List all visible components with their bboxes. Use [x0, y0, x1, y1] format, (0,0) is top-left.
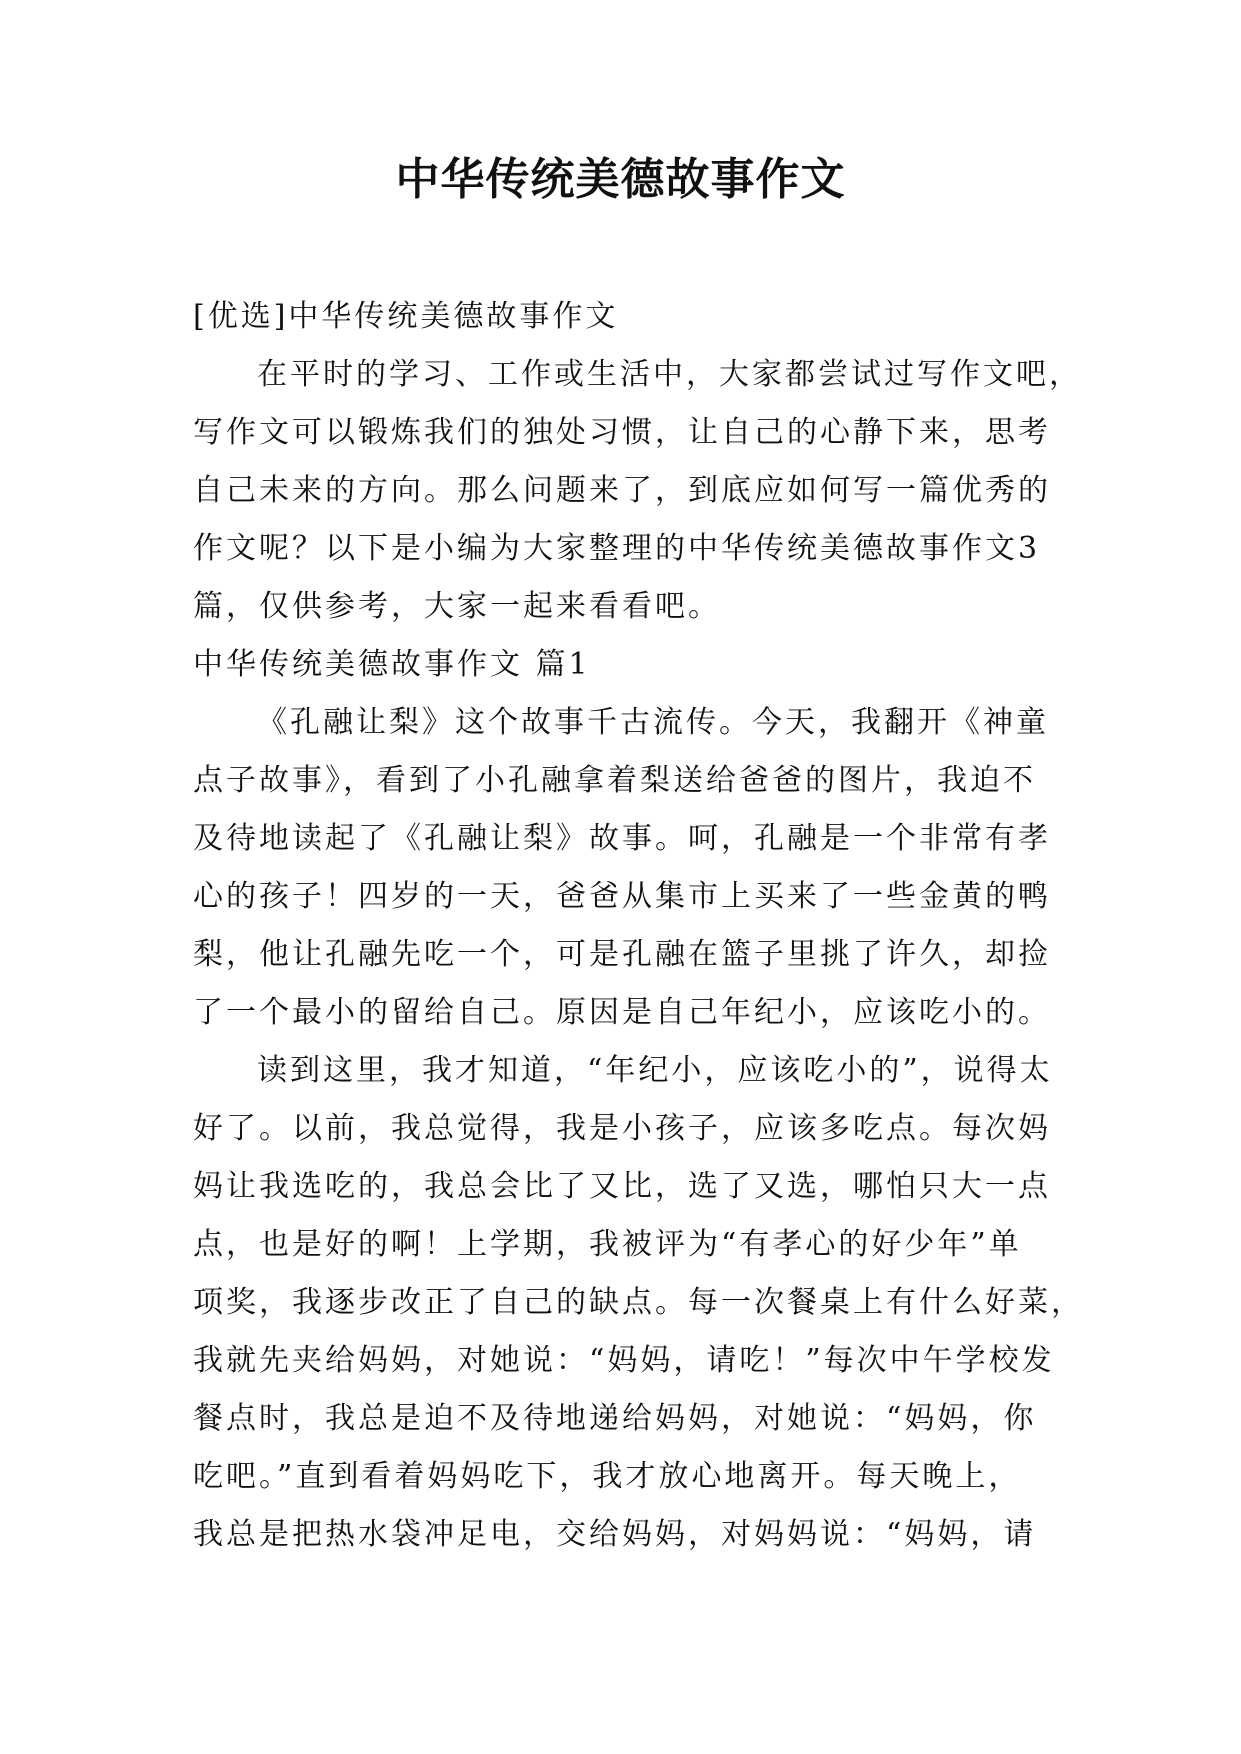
text-line: 我就先夹给妈妈，对她说：“妈妈，请吃！”每次中午学校发 — [193, 1343, 1055, 1378]
document-body — [193, 288, 1084, 1564]
text-line: 中华传统美德故事作文 篇1 — [193, 647, 591, 682]
text-line: 餐点时，我总是迫不及待地递给妈妈，对她说：“妈妈，你 — [193, 1401, 1037, 1436]
text-line: 好了。以前，我总觉得，我是小孩子，应该多吃点。每次妈 — [193, 1111, 1051, 1146]
text-line: 《孔融让梨》这个故事千古流传。今天，我翻开《神童 — [257, 705, 1049, 740]
text-line: 点，也是好的啊！上学期，我被评为“有孝心的好少年”单 — [193, 1227, 1022, 1262]
text-line: 吃吧。”直到看着妈妈吃下，我才放心地离开。每天晚上， — [193, 1459, 1022, 1494]
document-title: 中华传统美德故事作文 — [395, 154, 846, 205]
text-line: 了一个最小的留给自己。原因是自己年纪小，应该吃小的。 — [193, 995, 1051, 1030]
text-line: 作文呢？以下是小编为大家整理的中华传统美德故事作文3 — [193, 531, 1041, 566]
text-line: 项奖，我逐步改正了自己的缺点。每一次餐桌上有什么好菜， — [193, 1285, 1084, 1320]
text-line: 写作文可以锻炼我们的独处习惯，让自己的心静下来，思考 — [193, 415, 1051, 450]
text-line: [优选]中华传统美德故事作文 — [193, 299, 619, 334]
text-line: 妈让我选吃的，我总会比了又比，选了又选，哪怕只大一点 — [193, 1169, 1051, 1204]
text-line: 读到这里，我才知道，“年纪小，应该吃小的”，说得太 — [257, 1053, 1053, 1088]
text-line: 点子故事》，看到了小孔融拿着梨送给爸爸的图片，我迫不 — [193, 763, 1036, 798]
text-line: 我总是把热水袋冲足电，交给妈妈，对妈妈说：“妈妈，请 — [193, 1517, 1037, 1552]
text-line: 心的孩子！四岁的一天，爸爸从集市上买来了一些金黄的鸭 — [193, 879, 1051, 914]
text-line: 及待地读起了《孔融让梨》故事。呵，孔融是一个非常有孝 — [193, 821, 1051, 856]
text-line: 在平时的学习、工作或生活中，大家都尝试过写作文吧， — [257, 357, 1082, 392]
text-line: 梨，他让孔融先吃一个，可是孔融在篮子里挑了许久，却捡 — [193, 937, 1051, 972]
text-line: 篇，仅供参考，大家一起来看看吧。 — [193, 589, 721, 624]
text-line: 自己未来的方向。那么问题来了，到底应如何写一篇优秀的 — [193, 473, 1051, 508]
